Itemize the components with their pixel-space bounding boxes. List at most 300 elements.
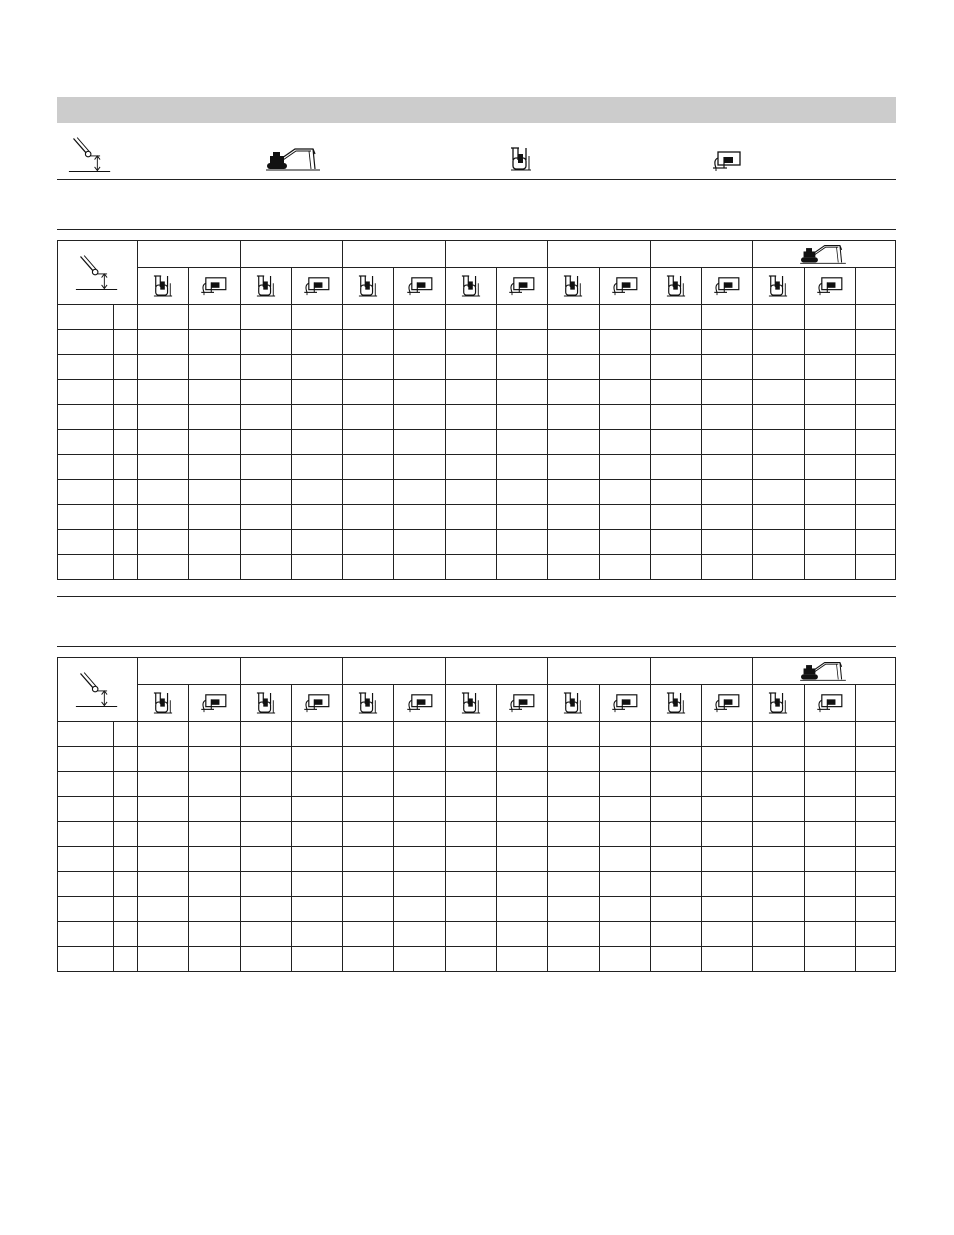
capacity-cell (702, 555, 753, 580)
capacity-cell (240, 405, 291, 430)
capacity-cell (137, 872, 188, 897)
capacity-cell (650, 380, 701, 405)
capacity-cell (855, 797, 895, 822)
unit-cell (113, 772, 137, 797)
capacity-cell (650, 480, 701, 505)
capacity-cell (240, 530, 291, 555)
capacity-cell (291, 922, 342, 947)
table-2-top-rule (57, 646, 896, 647)
capacity-cell (137, 897, 188, 922)
capacity-cell (548, 430, 599, 455)
capacity-cell (753, 947, 804, 972)
table-row (58, 430, 896, 455)
capacity-cell (240, 330, 291, 355)
capacity-cell (343, 897, 394, 922)
capacity-cell (291, 530, 342, 555)
table-row (58, 355, 896, 380)
capacity-cell (650, 430, 701, 455)
capacity-cell (137, 355, 188, 380)
capacity-cell (291, 872, 342, 897)
capacity-cell (343, 722, 394, 747)
capacity-cell (445, 530, 496, 555)
table-2-divider (57, 596, 896, 597)
capacity-cell (753, 722, 804, 747)
capacity-cell (240, 772, 291, 797)
table-row (58, 847, 896, 872)
capacity-cell (548, 797, 599, 822)
capacity-cell (496, 822, 547, 847)
capacity-cell (343, 480, 394, 505)
capacity-cell (240, 555, 291, 580)
capacity-cell (343, 530, 394, 555)
capacity-cell (445, 897, 496, 922)
over-front-icon (343, 268, 394, 305)
capacity-cell (291, 380, 342, 405)
capacity-cell (445, 405, 496, 430)
capacity-cell (394, 822, 445, 847)
capacity-cell (394, 355, 445, 380)
capacity-cell (599, 822, 650, 847)
table-row (58, 922, 896, 947)
radius-group-header (650, 241, 753, 268)
capacity-cell (599, 330, 650, 355)
capacity-cell (445, 380, 496, 405)
capacity-cell (855, 380, 895, 405)
capacity-cell (599, 555, 650, 580)
radius-group-header (137, 658, 240, 685)
capacity-cell (804, 872, 855, 897)
capacity-cell (496, 847, 547, 872)
capacity-cell (599, 797, 650, 822)
capacity-cell (804, 430, 855, 455)
capacity-cell (394, 505, 445, 530)
capacity-cell (496, 897, 547, 922)
capacity-cell (702, 405, 753, 430)
capacity-cell (240, 480, 291, 505)
capacity-cell (189, 330, 240, 355)
capacity-cell (394, 330, 445, 355)
height-cell (58, 330, 114, 355)
capacity-cell (445, 330, 496, 355)
radius-group-header (548, 658, 651, 685)
max-reach-cell (855, 268, 895, 305)
capacity-cell (753, 330, 804, 355)
over-front-icon (753, 268, 804, 305)
capacity-cell (496, 797, 547, 822)
capacity-cell (702, 355, 753, 380)
over-side-icon (702, 685, 753, 722)
over-side-icon (496, 685, 547, 722)
capacity-cell (599, 405, 650, 430)
capacity-cell (496, 722, 547, 747)
radius-group-header (650, 658, 753, 685)
capacity-cell (753, 747, 804, 772)
capacity-cell (343, 505, 394, 530)
capacity-cell (804, 305, 855, 330)
capacity-cell (702, 330, 753, 355)
capacity-cell (137, 722, 188, 747)
capacity-cell (548, 772, 599, 797)
unit-cell (113, 480, 137, 505)
unit-cell (113, 505, 137, 530)
capacity-cell (855, 947, 895, 972)
capacity-cell (548, 897, 599, 922)
capacity-cell (599, 380, 650, 405)
radius-group-header (548, 241, 651, 268)
capacity-cell (240, 505, 291, 530)
capacity-cell (804, 355, 855, 380)
height-cell (58, 897, 114, 922)
capacity-cell (599, 772, 650, 797)
capacity-cell (445, 797, 496, 822)
capacity-cell (343, 747, 394, 772)
capacity-cell (548, 847, 599, 872)
capacity-cell (650, 555, 701, 580)
capacity-cell (394, 922, 445, 947)
capacity-cell (240, 897, 291, 922)
capacity-cell (343, 430, 394, 455)
capacity-cell (137, 505, 188, 530)
capacity-cell (445, 822, 496, 847)
capacity-cell (394, 897, 445, 922)
max-reach-excavator-icon (753, 241, 896, 268)
capacity-cell (189, 797, 240, 822)
capacity-cell (855, 455, 895, 480)
capacity-cell (291, 405, 342, 430)
capacity-cell (804, 505, 855, 530)
capacity-cell (702, 947, 753, 972)
capacity-cell (343, 355, 394, 380)
capacity-cell (496, 380, 547, 405)
capacity-cell (855, 722, 895, 747)
capacity-cell (137, 947, 188, 972)
capacity-cell (650, 747, 701, 772)
table-row (58, 330, 896, 355)
capacity-cell (804, 405, 855, 430)
capacity-cell (240, 872, 291, 897)
capacity-cell (189, 355, 240, 380)
unit-cell (113, 872, 137, 897)
capacity-cell (394, 430, 445, 455)
capacity-cell (804, 380, 855, 405)
capacity-cell (189, 747, 240, 772)
capacity-cell (702, 922, 753, 947)
capacity-cell (650, 922, 701, 947)
capacity-cell (702, 505, 753, 530)
capacity-cell (291, 480, 342, 505)
over-side-icon (189, 685, 240, 722)
capacity-cell (291, 430, 342, 455)
radius-group-header (343, 241, 446, 268)
over-side-icon (804, 268, 855, 305)
capacity-cell (137, 305, 188, 330)
capacity-cell (137, 922, 188, 947)
capacity-cell (804, 480, 855, 505)
capacity-cell (548, 505, 599, 530)
radius-group-header (137, 241, 240, 268)
capacity-cell (445, 922, 496, 947)
capacity-cell (599, 505, 650, 530)
legend-divider (57, 179, 896, 180)
header-bar (57, 97, 896, 123)
capacity-cell (189, 847, 240, 872)
height-cell (58, 530, 114, 555)
capacity-cell (753, 480, 804, 505)
capacity-cell (548, 355, 599, 380)
capacity-cell (189, 822, 240, 847)
capacity-cell (496, 480, 547, 505)
capacity-cell (599, 897, 650, 922)
capacity-cell (189, 897, 240, 922)
capacity-cell (240, 430, 291, 455)
capacity-cell (496, 872, 547, 897)
capacity-cell (189, 530, 240, 555)
capacity-cell (343, 947, 394, 972)
radius-group-header (445, 241, 548, 268)
capacity-cell (291, 747, 342, 772)
over-front-icon (240, 268, 291, 305)
table-row (58, 405, 896, 430)
capacity-cell (599, 355, 650, 380)
table-row (58, 455, 896, 480)
over-side-icon (599, 268, 650, 305)
capacity-cell (240, 722, 291, 747)
capacity-cell (394, 555, 445, 580)
height-cell (58, 772, 114, 797)
capacity-cell (343, 555, 394, 580)
capacity-cell (855, 922, 895, 947)
height-cell (58, 747, 114, 772)
table-row (58, 380, 896, 405)
capacity-cell (599, 430, 650, 455)
capacity-cell (137, 772, 188, 797)
capacity-cell (240, 305, 291, 330)
capacity-cell (753, 505, 804, 530)
capacity-cell (189, 722, 240, 747)
height-cell (58, 822, 114, 847)
capacity-cell (343, 922, 394, 947)
capacity-cell (189, 455, 240, 480)
table-row (58, 505, 896, 530)
capacity-cell (240, 822, 291, 847)
capacity-cell (548, 922, 599, 947)
capacity-cell (291, 947, 342, 972)
capacity-cell (137, 822, 188, 847)
capacity-cell (291, 330, 342, 355)
capacity-cell (137, 430, 188, 455)
capacity-cell (445, 947, 496, 972)
capacity-cell (496, 922, 547, 947)
capacity-cell (189, 430, 240, 455)
over-front-icon (137, 268, 188, 305)
capacity-cell (753, 797, 804, 822)
capacity-cell (445, 430, 496, 455)
capacity-cell (291, 847, 342, 872)
table-row (58, 772, 896, 797)
height-cell (58, 555, 114, 580)
capacity-cell (650, 305, 701, 330)
capacity-cell (753, 555, 804, 580)
capacity-cell (548, 455, 599, 480)
boom-height-icon (58, 658, 138, 722)
unit-cell (113, 922, 137, 947)
capacity-cell (855, 822, 895, 847)
capacity-cell (496, 747, 547, 772)
capacity-cell (496, 772, 547, 797)
capacity-cell (394, 530, 445, 555)
height-cell (58, 847, 114, 872)
capacity-cell (137, 555, 188, 580)
capacity-cell (496, 455, 547, 480)
capacity-cell (650, 355, 701, 380)
capacity-cell (753, 897, 804, 922)
capacity-cell (137, 847, 188, 872)
capacity-cell (137, 797, 188, 822)
table-row (58, 822, 896, 847)
capacity-cell (855, 505, 895, 530)
capacity-cell (702, 797, 753, 822)
capacity-cell (599, 480, 650, 505)
capacity-cell (753, 305, 804, 330)
capacity-cell (855, 897, 895, 922)
over-front-icon (650, 268, 701, 305)
capacity-cell (343, 380, 394, 405)
capacity-cell (343, 872, 394, 897)
capacity-cell (548, 747, 599, 772)
capacity-cell (496, 947, 547, 972)
unit-cell (113, 555, 137, 580)
capacity-cell (445, 480, 496, 505)
height-cell (58, 797, 114, 822)
capacity-cell (702, 772, 753, 797)
capacity-cell (394, 455, 445, 480)
capacity-cell (189, 772, 240, 797)
capacity-cell (496, 355, 547, 380)
capacity-cell (548, 947, 599, 972)
capacity-cell (394, 947, 445, 972)
capacity-cell (855, 405, 895, 430)
capacity-cell (804, 722, 855, 747)
table-row (58, 897, 896, 922)
radius-group-header (240, 241, 343, 268)
height-cell (58, 922, 114, 947)
capacity-cell (496, 330, 547, 355)
capacity-cell (394, 872, 445, 897)
capacity-cell (855, 480, 895, 505)
capacity-cell (496, 405, 547, 430)
capacity-cell (343, 822, 394, 847)
capacity-cell (599, 455, 650, 480)
height-cell (58, 480, 114, 505)
over-side-icon (804, 685, 855, 722)
capacity-cell (291, 897, 342, 922)
capacity-cell (855, 772, 895, 797)
capacity-cell (496, 505, 547, 530)
capacity-cell (189, 922, 240, 947)
capacity-cell (240, 747, 291, 772)
table-row (58, 722, 896, 747)
over-side-icon (702, 268, 753, 305)
capacity-cell (650, 797, 701, 822)
capacity-cell (137, 380, 188, 405)
capacity-cell (394, 747, 445, 772)
capacity-cell (548, 330, 599, 355)
capacity-cell (702, 530, 753, 555)
capacity-cell (189, 872, 240, 897)
height-cell (58, 380, 114, 405)
capacity-cell (804, 847, 855, 872)
capacity-cell (753, 530, 804, 555)
height-cell (58, 305, 114, 330)
capacity-cell (394, 480, 445, 505)
load-chart-table-2 (57, 657, 896, 972)
capacity-cell (753, 405, 804, 430)
capacity-cell (291, 822, 342, 847)
capacity-cell (804, 772, 855, 797)
capacity-cell (548, 555, 599, 580)
capacity-cell (496, 430, 547, 455)
capacity-cell (753, 847, 804, 872)
load-chart-table-1 (57, 240, 896, 580)
capacity-cell (855, 555, 895, 580)
capacity-cell (189, 380, 240, 405)
capacity-cell (137, 455, 188, 480)
over-front-icon (240, 685, 291, 722)
unit-cell (113, 947, 137, 972)
unit-cell (113, 430, 137, 455)
capacity-cell (650, 822, 701, 847)
capacity-cell (291, 555, 342, 580)
capacity-cell (548, 722, 599, 747)
unit-cell (113, 797, 137, 822)
capacity-cell (496, 305, 547, 330)
capacity-cell (445, 355, 496, 380)
capacity-cell (394, 772, 445, 797)
capacity-cell (189, 305, 240, 330)
over-side-icon (291, 268, 342, 305)
capacity-cell (753, 455, 804, 480)
capacity-cell (599, 872, 650, 897)
capacity-cell (650, 872, 701, 897)
capacity-cell (599, 847, 650, 872)
capacity-cell (753, 355, 804, 380)
over-front-icon (510, 146, 532, 172)
capacity-cell (804, 747, 855, 772)
capacity-cell (394, 305, 445, 330)
capacity-cell (445, 772, 496, 797)
capacity-cell (650, 847, 701, 872)
height-cell (58, 455, 114, 480)
capacity-cell (394, 380, 445, 405)
capacity-cell (650, 405, 701, 430)
capacity-cell (445, 305, 496, 330)
capacity-cell (855, 330, 895, 355)
capacity-cell (804, 947, 855, 972)
capacity-cell (650, 330, 701, 355)
capacity-cell (804, 330, 855, 355)
capacity-cell (702, 822, 753, 847)
capacity-cell (343, 772, 394, 797)
capacity-cell (855, 747, 895, 772)
over-front-icon (548, 268, 599, 305)
capacity-cell (650, 947, 701, 972)
over-front-icon (548, 685, 599, 722)
capacity-cell (445, 847, 496, 872)
capacity-cell (189, 480, 240, 505)
table-row (58, 305, 896, 330)
table-1-top-rule (57, 229, 896, 230)
capacity-cell (855, 305, 895, 330)
